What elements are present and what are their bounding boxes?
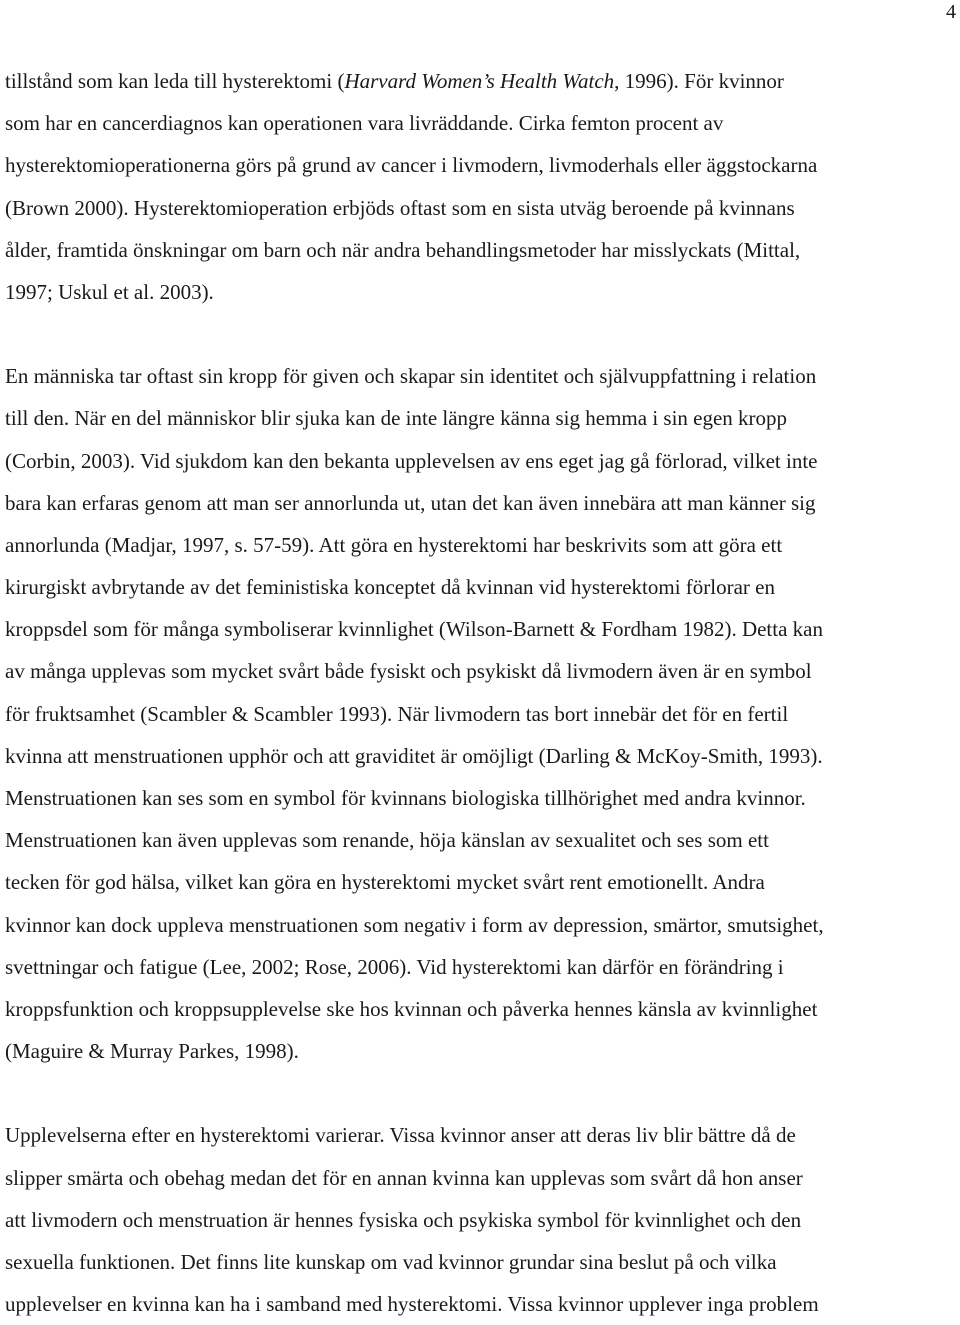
text-line: Menstruationen kan ses som en symbol för kvinnans biologiska tillhörighet med andra kvinnor. [5, 786, 806, 810]
text-line: Upplevelserna efter en hysterektomi varierar. Vissa kvinnor anser att deras liv blir bättre då de [5, 1123, 796, 1148]
text-line: bara kan erfaras genom att man ser annorlunda ut, utan det kan även innebära att man känner sig [5, 490, 816, 515]
text-line: som har en cancerdiagnos kan operationen vara livräddande. Cirka femton procent av [5, 111, 724, 136]
text-line: ålder, framtida önskningar om barn och när andra behandlingsmetoder har misslyckats (Mittal, [5, 237, 801, 262]
text-line: (Maguire & Murray Parkes, 1998). [5, 1039, 299, 1064]
text-line: sexuella funktionen. Det finns lite kunskap om vad kvinnor grundar sina beslut på och vilka [5, 1249, 777, 1274]
text-line: upplevelser en kvinna kan ha i samband med hysterektomi. Vissa kvinnor upplever inga problem [5, 1292, 819, 1317]
text-span: tillstånd som kan leda till hysterektomi ( [5, 69, 345, 93]
text-line: kirurgiskt avbrytande av det feministiska konceptet då kvinnan vid hysterektomi förlorar en [5, 575, 775, 600]
paragraph-3 [5, 1114, 955, 1325]
text-line: kvinna att menstruationen upphör och att graviditet är omöjligt (Darling & McKoy-Smith, 1993). [5, 743, 823, 768]
text-line: kroppsdel som för många symboliserar kvinnlighet (Wilson-Barnett & Fordham 1982). Detta kan [5, 617, 823, 642]
text-line [5, 60, 955, 102]
paragraph-2 [5, 355, 955, 1072]
text-line: 1997; Uskul et al. 2003). [5, 279, 214, 304]
text-line: annorlunda (Madjar, 1997, s. 57-59). Att göra en hysterektomi har beskrivits som att göra ett [5, 532, 783, 557]
text-line: Menstruationen kan även upplevas som renande, höja känslan av sexualitet och ses som ett [5, 828, 769, 853]
text-line: kvinnor kan dock uppleva menstruationen som negativ i form av depression, smärtor, smutsighet, [5, 912, 824, 937]
text-line: av många upplevas som mycket svårt både fysiskt och psykiskt då livmodern även är en symbol [5, 659, 812, 684]
text-span: , 1996). För kvinnor [614, 69, 784, 93]
text-line: kroppsfunktion och kroppsupplevelse ske hos kvinnan och påverka hennes känsla av kvinnlighet [5, 996, 818, 1021]
text-line: En människa tar oftast sin kropp för given och skapar sin identitet och självuppfattning i relation [5, 364, 817, 389]
text-line: för fruktsamhet (Scambler & Scambler 1993). När livmodern tas bort innebär det för en fertil [5, 701, 789, 726]
text-line: tecken för god hälsa, vilket kan göra en hysterektomi mycket svårt rent emotionellt. Andra [5, 870, 765, 895]
page-number: 4 [946, 1, 956, 23]
text-line: svettningar och fatigue (Lee, 2002; Rose, 2006). Vid hysterektomi kan därför en förändring i [5, 954, 784, 979]
document-body [5, 60, 955, 1325]
text-line: att livmodern och menstruation är hennes fysiska och psykiska symbol för kvinnlighet och den [5, 1207, 802, 1232]
text-line: (Brown 2000). Hysterektomioperation erbjöds oftast som en sista utväg beroende på kvinnans [5, 195, 795, 220]
text-line: slipper smärta och obehag medan det för en annan kvinna kan upplevas som svårt då hon anser [5, 1165, 803, 1190]
text-line: till den. När en del människor blir sjuka kan de inte längre känna sig hemma i sin egen kropp [5, 406, 788, 431]
paragraph-1 [5, 60, 955, 313]
text-line: (Corbin, 2003). Vid sjukdom kan den bekanta upplevelsen av ens eget jag gå förlorad, vilket inte [5, 448, 818, 473]
text-line: hysterektomioperationerna görs på grund av cancer i livmodern, livmoderhals eller äggstockarna [5, 153, 818, 178]
citation-title: Harvard Women’s Health Watch [344, 69, 615, 93]
